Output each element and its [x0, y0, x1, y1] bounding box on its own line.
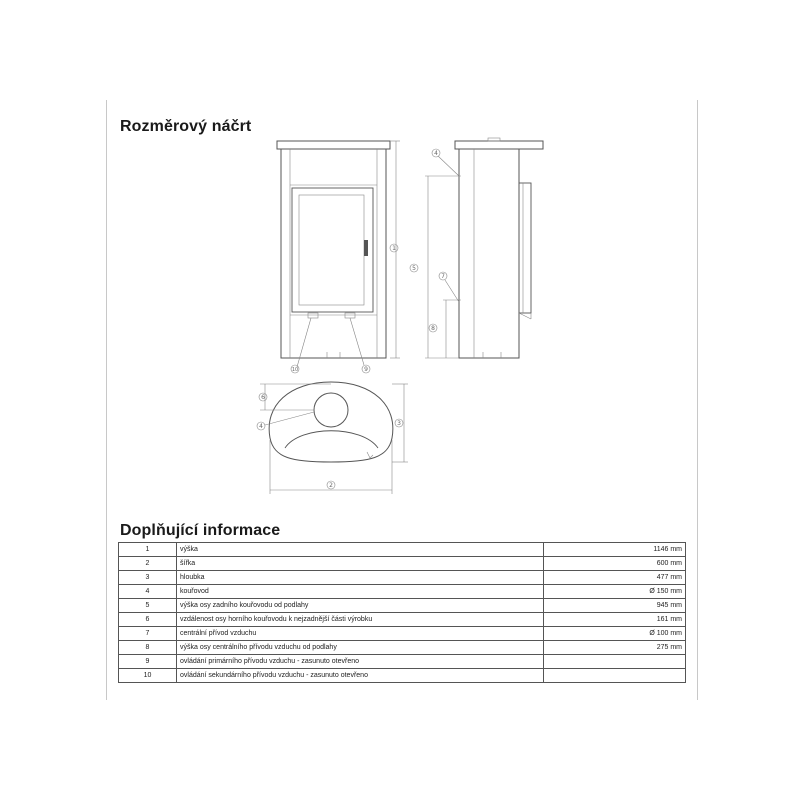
row-description: výška osy centrálního přívodu vzduchu od podlahy: [177, 641, 544, 655]
row-description: ovládání sekundárního přívodu vzduchu - zasunuto otevřeno: [177, 669, 544, 683]
row-number: 4: [119, 585, 177, 599]
row-description: šířka: [177, 557, 544, 571]
row-description: hloubka: [177, 571, 544, 585]
callout-4-side-label: 4: [434, 150, 438, 157]
callout-6-label: 6: [261, 394, 265, 401]
row-value: 1146 mm: [544, 543, 686, 557]
row-value: Ø 150 mm: [544, 585, 686, 599]
table-row: [119, 571, 686, 585]
row-number: 10: [119, 669, 177, 683]
row-description: vzdálenost osy horního kouřovodu k nejzadnější části výrobku: [177, 613, 544, 627]
row-value: [544, 669, 686, 683]
row-value: [544, 655, 686, 669]
side-view: [410, 138, 543, 358]
row-number: 6: [119, 613, 177, 627]
row-value: 945 mm: [544, 599, 686, 613]
row-description: centrální přívod vzduchu: [177, 627, 544, 641]
table-row: [119, 669, 686, 683]
row-number: 7: [119, 627, 177, 641]
callout-2-label: 2: [329, 482, 333, 489]
callout-10-label: 10: [291, 367, 299, 373]
table-row: [119, 543, 686, 557]
sketch-section-title: Rozměrový náčrt: [120, 118, 252, 135]
callout-1-label: 1: [392, 245, 396, 252]
row-value: Ø 100 mm: [544, 627, 686, 641]
front-view: [277, 141, 400, 373]
callout-9-label: 9: [364, 366, 368, 373]
row-number: 1: [119, 543, 177, 557]
table-row: [119, 655, 686, 669]
row-description: výška osy zadního kouřovodu od podlahy: [177, 599, 544, 613]
row-number: 9: [119, 655, 177, 669]
row-value: 600 mm: [544, 557, 686, 571]
info-table: [118, 542, 686, 683]
row-number: 5: [119, 599, 177, 613]
table-row: [119, 599, 686, 613]
callout-3-label: 3: [397, 420, 401, 427]
table-row: [119, 627, 686, 641]
row-description: výška: [177, 543, 544, 557]
callout-7-label: 7: [441, 273, 445, 280]
table-row: [119, 613, 686, 627]
row-description: ovládání primárního přívodu vzduchu - zasunuto otevřeno: [177, 655, 544, 669]
row-value: 275 mm: [544, 641, 686, 655]
row-description: kouřovod: [177, 585, 544, 599]
top-view: [257, 382, 408, 494]
row-value: 477 mm: [544, 571, 686, 585]
table-row: [119, 585, 686, 599]
table-row: [119, 557, 686, 571]
callout-8-label: 8: [431, 325, 435, 332]
row-number: 2: [119, 557, 177, 571]
callout-5-label: 5: [412, 265, 416, 272]
row-number: 3: [119, 571, 177, 585]
table-row: [119, 641, 686, 655]
callout-4-top-label: 4: [259, 423, 263, 430]
row-value: 161 mm: [544, 613, 686, 627]
info-section-title: Doplňující informace: [120, 522, 281, 539]
row-number: 8: [119, 641, 177, 655]
